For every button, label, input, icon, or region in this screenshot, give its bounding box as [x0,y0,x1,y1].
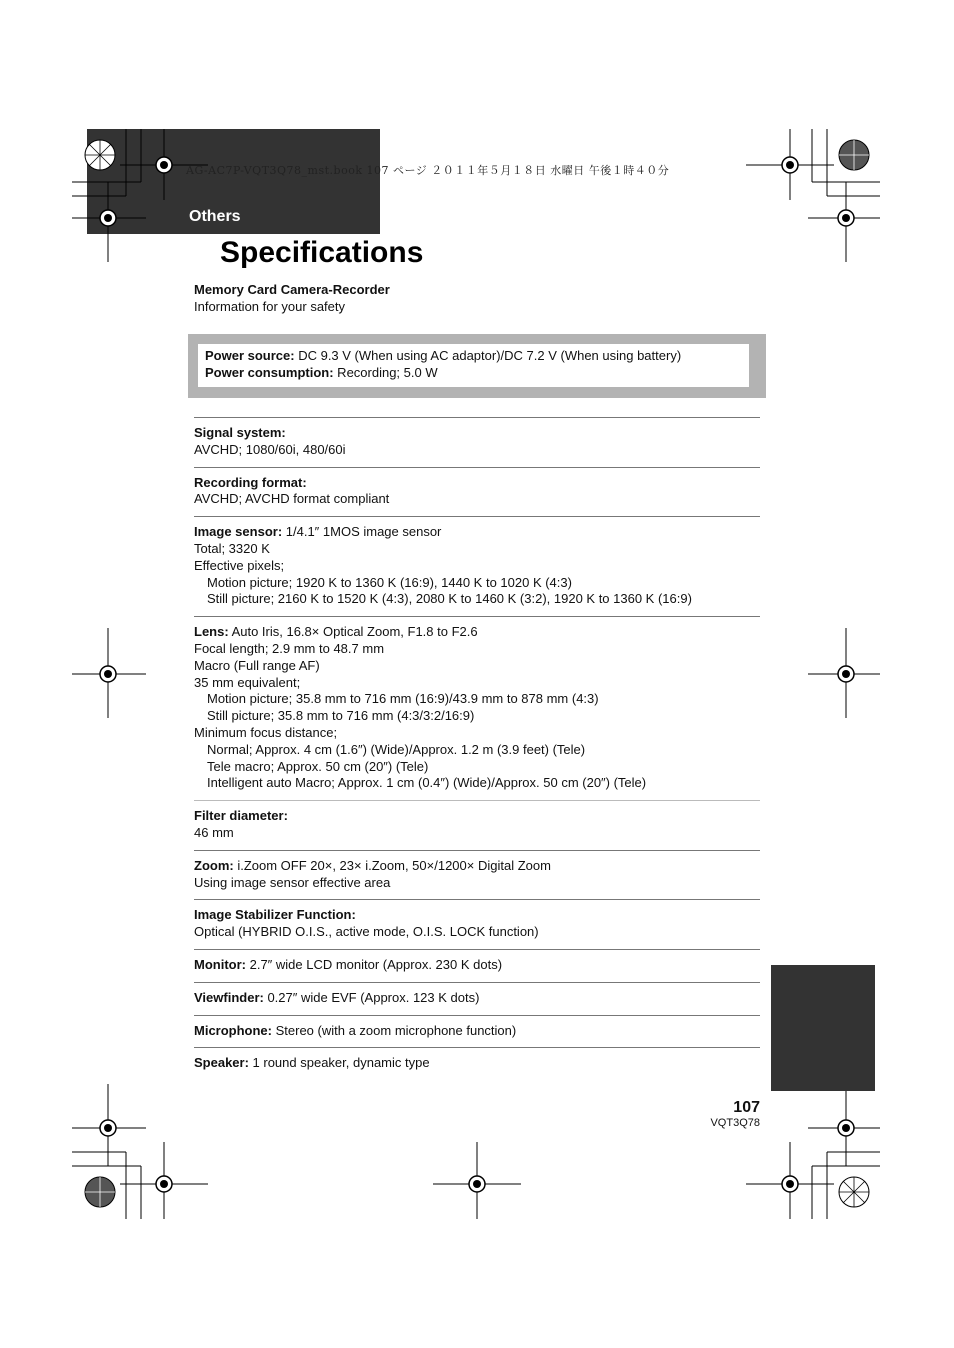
power-source-label: Power source: [205,348,295,363]
spec-label: Image sensor: [194,524,283,540]
document-code: VQT3Q78 [710,1117,760,1129]
spec-speaker [194,1047,760,1080]
spec-image-sensor [194,516,760,616]
spec-line: Tele macro; Approx. 50 cm (20″) (Tele) [207,758,429,774]
spec-heading [194,524,760,541]
spec-label: Viewfinder: [194,989,264,1005]
spec-viewfinder [194,982,760,1015]
power-consumption-value: Recording; 5.0 W [333,365,438,380]
spec-label: Microphone: [194,1022,272,1038]
power-box [188,334,766,398]
spec-microphone [194,1015,760,1048]
spec-value: 46 mm [194,824,234,840]
spec-line: Effective pixels; [194,557,285,573]
spec-label: Recording format: [194,474,307,490]
spec-value: i.Zoom OFF 20×, 23× i.Zoom, 50×/1200× Digital Zoom [233,857,551,873]
spec-filter-diameter [194,800,760,850]
spec-value: Optical (HYBRID O.I.S., active mode, O.I.S. LOCK function) [194,924,539,940]
spec-line: Intelligent auto Macro; Approx. 1 cm (0.4″) (Wide)/Approx. 50 cm (20″) (Tele) [207,775,647,791]
safety-info: Information for your safety [194,299,346,314]
spec-line: Normal; Approx. 4 cm (1.6″) (Wide)/Approx. 1.2 m (3.9 feet) (Tele) [207,741,586,757]
side-tab [771,965,875,1091]
power-consumption [205,364,749,381]
spec-label: Monitor: [194,956,246,972]
intro-block [194,281,390,315]
spec-line: Motion picture; 1920 K to 1360 K (16:9), 1440 K to 1020 K (4:3) [207,574,572,590]
spec-heading [194,624,760,641]
spec-zoom [194,850,760,900]
spec-line: Minimum focus distance; [194,724,338,740]
spec-signal-system [194,417,760,467]
spec-image-stabilizer [194,899,760,949]
power-inner [198,344,749,387]
spec-value: Auto Iris, 16.8× Optical Zoom, F1.8 to F2.6 [228,624,478,640]
spec-value: AVCHD; AVCHD format compliant [194,491,390,507]
spec-recording-format [194,467,760,517]
spec-line: Total; 3320 K [194,540,270,556]
product-name: Memory Card Camera-Recorder [194,282,390,297]
power-source-value: DC 9.3 V (When using AC adaptor)/DC 7.2 V (When using battery) [294,348,682,363]
spec-line: Still picture; 2160 K to 1520 K (4:3), 2080 K to 1460 K (3:2), 1920 K to 1360 K (16:9) [207,591,692,607]
spec-heading [194,858,760,875]
spec-line: 35 mm equivalent; [194,674,301,690]
spec-label: Zoom: [194,857,234,873]
spec-value: 0.27″ wide EVF (Approx. 123 K dots) [263,989,480,1005]
page-number: 107 [733,1099,760,1116]
spec-line: Using image sensor effective area [194,874,391,890]
spec-label: Image Stabilizer Function: [194,907,356,923]
spec-list [194,417,760,1080]
spec-value: AVCHD; 1080/60i, 480/60i [194,441,346,457]
spec-line: Motion picture; 35.8 mm to 716 mm (16:9)/43.9 mm to 878 mm (4:3) [207,691,599,707]
spec-value: 1/4.1″ 1MOS image sensor [282,524,442,540]
spec-heading [194,957,760,974]
print-info-line: AG-AC7P-VQT3Q78_mst.book 107 ページ ２０１１年５月１８日 水曜日 午後１時４０分 [186,164,670,177]
power-consumption-label: Power consumption: [205,365,334,380]
page-title: Specifications [220,236,424,269]
spec-line: Macro (Full range AF) [194,657,320,673]
spec-line: Focal length; 2.9 mm to 48.7 mm [194,640,385,656]
spec-line: Still picture; 35.8 mm to 716 mm (4:3/3:2/16:9) [207,708,475,724]
spec-monitor [194,949,760,982]
spec-heading [194,1055,760,1072]
spec-label: Signal system: [194,425,286,440]
spec-heading [194,1023,760,1040]
section-label: Others [189,208,241,225]
spec-label: Filter diameter: [194,808,288,824]
power-source [205,347,749,364]
spec-lens [194,616,760,800]
spec-heading [194,990,760,1007]
spec-label: Lens: [194,624,229,640]
spec-value: Stereo (with a zoom microphone function) [272,1022,517,1038]
spec-label: Speaker: [194,1055,249,1071]
spec-value: 2.7″ wide LCD monitor (Approx. 230 K dots) [245,956,503,972]
spec-value: 1 round speaker, dynamic type [248,1055,430,1071]
